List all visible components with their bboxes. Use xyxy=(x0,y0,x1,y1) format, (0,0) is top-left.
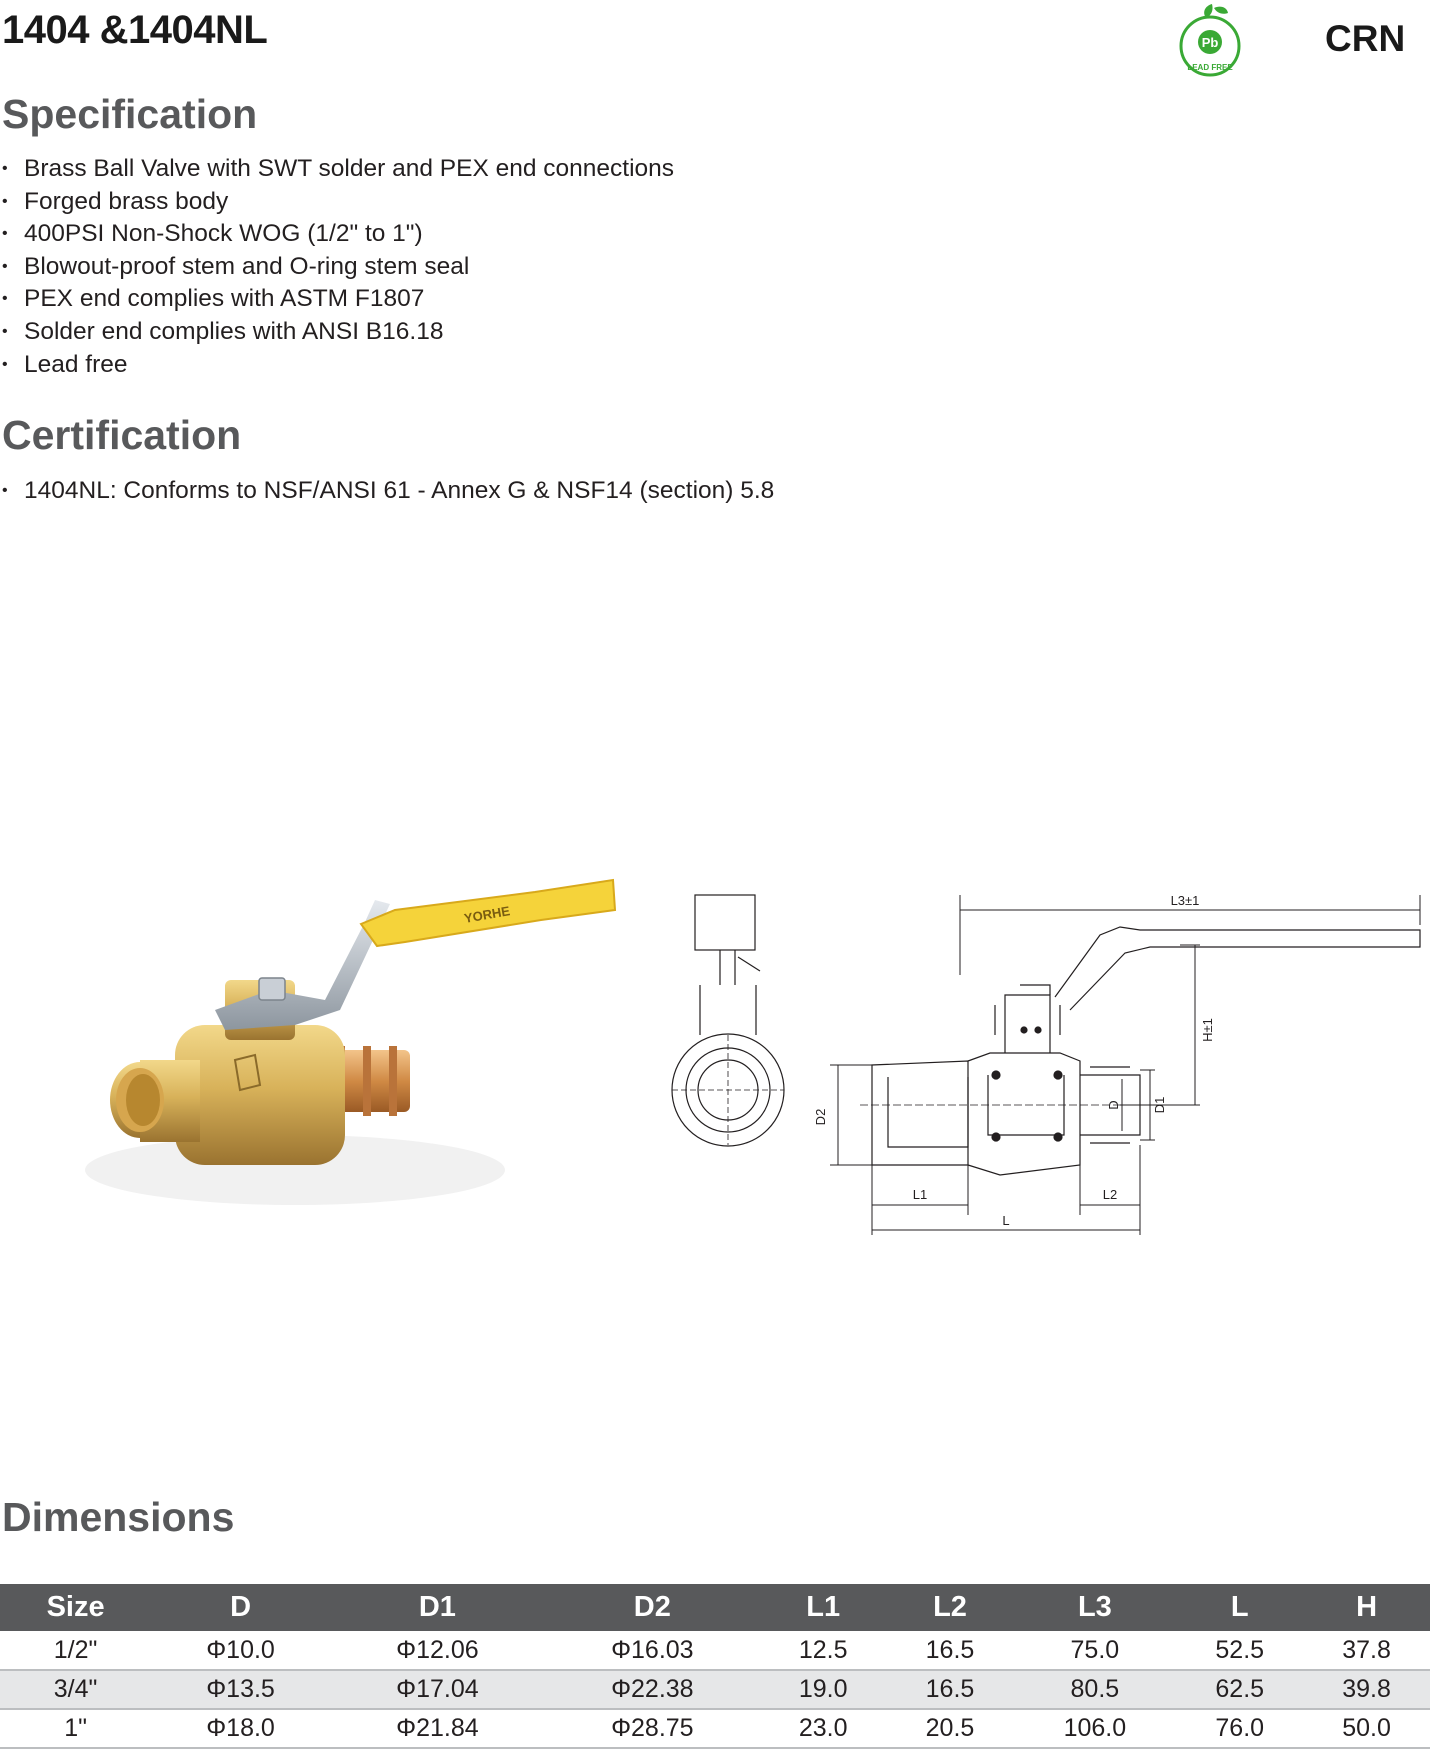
label-d1: D1 xyxy=(1152,1096,1167,1114)
table-cell: 39.8 xyxy=(1303,1670,1430,1709)
table-cell: 50.0 xyxy=(1303,1709,1430,1748)
technical-drawing xyxy=(660,885,1430,1265)
column-header: D2 xyxy=(545,1584,760,1631)
specification-heading: Specification xyxy=(2,91,258,137)
label-h: H±1 xyxy=(1200,1018,1215,1042)
table-cell: 76.0 xyxy=(1176,1709,1303,1748)
spec-item: • PEX end complies with ASTM F1807 xyxy=(0,283,674,316)
lead-free-badge xyxy=(1172,0,1252,78)
dimensions-heading: Dimensions xyxy=(2,1494,235,1540)
table-header-row xyxy=(0,1584,1430,1631)
table-cell: 75.0 xyxy=(1013,1631,1176,1670)
table-cell: 12.5 xyxy=(760,1631,887,1670)
table-row xyxy=(0,1670,1430,1709)
handle-brand-text: YORHE xyxy=(462,903,512,926)
badge-ring-text: LEAD FREE xyxy=(1187,63,1233,72)
table-cell: 16.5 xyxy=(887,1631,1014,1670)
label-d: D xyxy=(1106,1100,1121,1110)
specification-list xyxy=(0,153,674,381)
label-d2: D2 xyxy=(813,1108,828,1126)
table-row xyxy=(0,1631,1430,1670)
table-cell: 62.5 xyxy=(1176,1670,1303,1709)
table-cell: 19.0 xyxy=(760,1670,887,1709)
column-header: Size xyxy=(0,1584,151,1631)
column-header: L2 xyxy=(887,1584,1014,1631)
document-title: 1404 &1404NL xyxy=(2,8,268,52)
end-view xyxy=(672,895,784,1146)
crn-label: CRN xyxy=(1325,18,1406,59)
table-cell: Φ16.03 xyxy=(545,1631,760,1670)
label-l1: L1 xyxy=(912,1187,928,1202)
spec-item: • Solder end complies with ANSI B16.18 xyxy=(0,316,674,349)
table-cell: 1" xyxy=(0,1709,151,1748)
spec-item: • Brass Ball Valve with SWT solder and PEX end connections xyxy=(0,153,674,186)
table-cell: 1/2" xyxy=(0,1631,151,1670)
table-cell: Φ13.5 xyxy=(151,1670,330,1709)
badge-pb-text: Pb xyxy=(1201,35,1219,50)
product-photo xyxy=(65,860,635,1250)
table-cell: Φ21.84 xyxy=(330,1709,545,1748)
table-cell: Φ17.04 xyxy=(330,1670,545,1709)
table-cell: 37.8 xyxy=(1303,1631,1430,1670)
table-cell: 16.5 xyxy=(887,1670,1014,1709)
table-row xyxy=(0,1709,1430,1748)
label-l2: L2 xyxy=(1102,1187,1118,1202)
cert-item: • 1404NL: Conforms to NSF/ANSI 61 - Annex G & NSF14 (section) 5.8 xyxy=(0,475,774,508)
table-cell: 52.5 xyxy=(1176,1631,1303,1670)
dimensions-table xyxy=(0,1584,1430,1749)
table-cell: 3/4" xyxy=(0,1670,151,1709)
section-view xyxy=(860,927,1420,1175)
column-header: H xyxy=(1303,1584,1430,1631)
table-cell: 106.0 xyxy=(1013,1709,1176,1748)
table-cell: Φ18.0 xyxy=(151,1709,330,1748)
table-cell: Φ28.75 xyxy=(545,1709,760,1748)
label-l: L xyxy=(1002,1213,1010,1228)
spec-item: • Forged brass body xyxy=(0,186,674,219)
table-cell: 20.5 xyxy=(887,1709,1014,1748)
spec-item: • Lead free xyxy=(0,349,674,382)
table-cell: 80.5 xyxy=(1013,1670,1176,1709)
certification-list xyxy=(0,475,774,508)
column-header: L1 xyxy=(760,1584,887,1631)
spec-item: • 400PSI Non-Shock WOG (1/2" to 1") xyxy=(0,218,674,251)
certification-heading: Certification xyxy=(2,412,242,458)
dimension-lines xyxy=(830,895,1420,1235)
column-header: L3 xyxy=(1013,1584,1176,1631)
table-cell: 23.0 xyxy=(760,1709,887,1748)
column-header: L xyxy=(1176,1584,1303,1631)
column-header: D xyxy=(151,1584,330,1631)
table-cell: Φ22.38 xyxy=(545,1670,760,1709)
spec-item: • Blowout-proof stem and O-ring stem seal xyxy=(0,251,674,284)
table-cell: Φ12.06 xyxy=(330,1631,545,1670)
table-cell: Φ10.0 xyxy=(151,1631,330,1670)
label-l3: L3±1 xyxy=(1170,893,1200,908)
column-header: D1 xyxy=(330,1584,545,1631)
